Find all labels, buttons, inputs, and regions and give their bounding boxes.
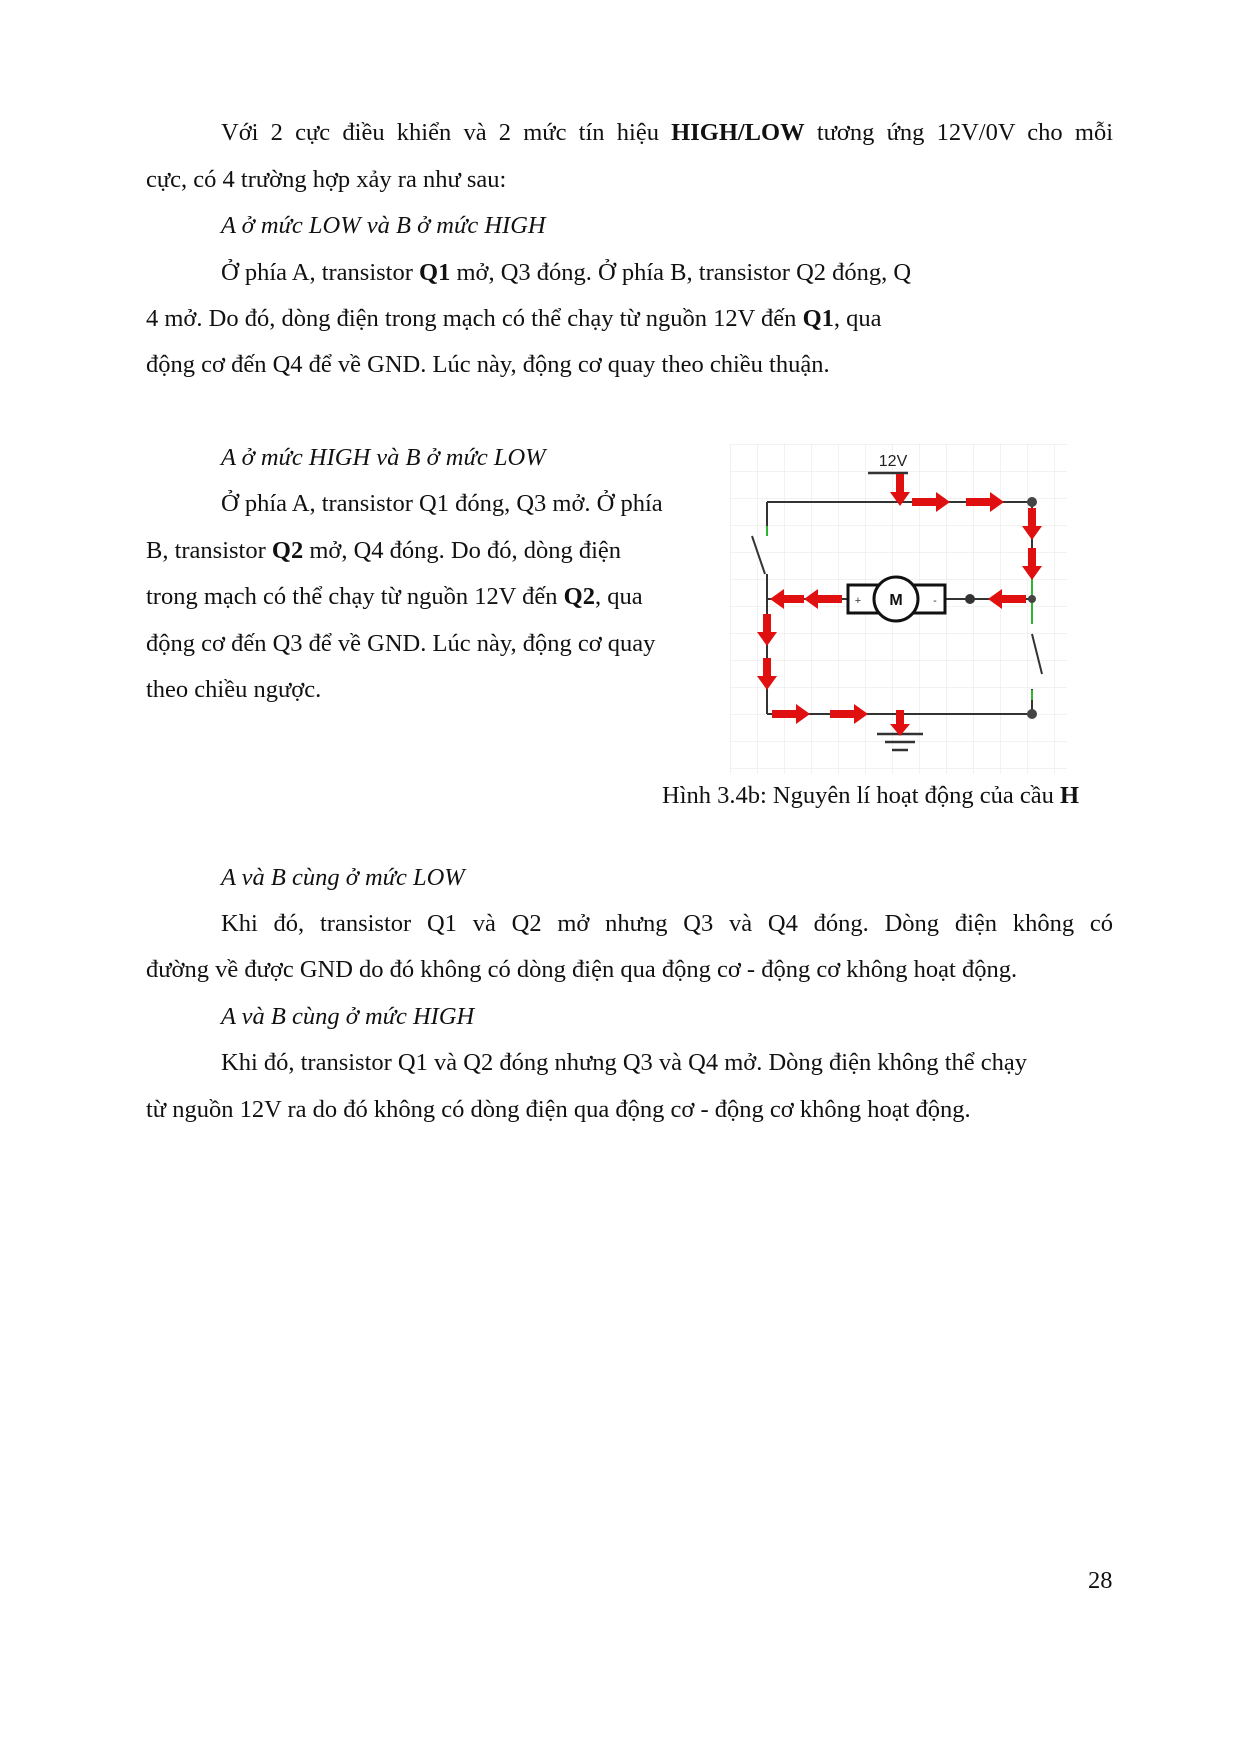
intro-bold-high-low: HIGH/LOW — [671, 119, 805, 146]
figure-caption-text: Hình 3.4b: Nguyên lí hoạt động của cầu — [662, 782, 1061, 809]
case1-line-2 — [146, 304, 882, 334]
intro-line-2: cực, có 4 trường hợp xảy ra như sau: — [146, 166, 507, 193]
motor-plus-label: + — [854, 595, 862, 607]
case1-q1-bold-2: Q1 — [802, 305, 834, 332]
case2-line-2a: B, transistor — [146, 537, 272, 564]
intro-text-a: Với 2 cực điều khiển và 2 mức tín hiệu — [221, 119, 672, 146]
case1-line-2a: 4 mở. Do đó, dòng điện trong mạch có thể chạy từ nguồn 12V đến — [146, 305, 803, 332]
junction-top-right — [1027, 497, 1037, 507]
motor-minus-label: - — [933, 595, 937, 607]
case3-title: A và B cùng ở mức LOW — [221, 864, 465, 891]
case1-title: A ở mức LOW và B ở mức HIGH — [221, 212, 546, 239]
case1-line-2c: , qua — [833, 305, 882, 332]
case2-line-3c: , qua — [594, 583, 643, 610]
motor-label: M — [889, 592, 903, 609]
case4-line-1: Khi đó, transistor Q1 và Q2 đóng nhưng Q3 và Q4 mở. Dòng điện không thể chạy — [221, 1049, 1028, 1076]
case2-line-3a: trong mạch có thể chạy từ nguồn 12V đến — [146, 583, 564, 610]
junction-bottom-right — [1027, 709, 1037, 719]
case2-q2-bold: Q2 — [271, 537, 304, 564]
junction-right-mid — [1028, 595, 1036, 603]
case2-line-1: Ở phía A, transistor Q1 đóng, Q3 mở. Ở phía — [221, 490, 663, 517]
case1-line-1c: mở, Q3 đóng. Ở phía B, transistor Q2 đóng, Q — [450, 259, 912, 286]
case3-line-1: Khi đó, transistor Q1 và Q2 mở nhưng Q3 và Q4 đóng. Dòng điện không có — [221, 910, 1113, 937]
h-bridge-circuit-diagram — [730, 444, 1067, 774]
case2-line-2c: mở, Q4 đóng. Do đó, dòng điện — [303, 537, 622, 564]
supply-label: 12V — [878, 453, 908, 470]
case2-title: A ở mức HIGH và B ở mức LOW — [221, 444, 546, 471]
page-number: 28 — [1088, 1567, 1113, 1594]
case1-line-1a: Ở phía A, transistor — [221, 259, 420, 286]
figure-caption — [662, 782, 1079, 810]
intro-text-b: tương ứng 12V/0V cho mỗi — [804, 119, 1113, 146]
motor-terminal-dot — [965, 594, 975, 604]
case2-line-5: theo chiều ngược. — [146, 676, 322, 703]
case2-q2-bold-2: Q2 — [563, 583, 595, 610]
case4-line-2: từ nguồn 12V ra do đó không có dòng điện qua động cơ - động cơ không hoạt động. — [146, 1096, 971, 1123]
figure-caption-bold: H — [1060, 782, 1080, 809]
case1-line-3: động cơ đến Q4 để về GND. Lúc này, động cơ quay theo chiều thuận. — [146, 351, 830, 378]
case2-line-3 — [146, 582, 643, 612]
case2-line-4: động cơ đến Q3 để về GND. Lúc này, động cơ quay — [146, 630, 656, 657]
case1-line-1 — [221, 258, 911, 288]
case3-line-2: đường về được GND do đó không có dòng điện qua động cơ - động cơ không hoạt động. — [146, 956, 1018, 983]
case1-q1-bold: Q1 — [419, 259, 451, 286]
case2-line-2 — [146, 536, 621, 566]
intro-line-1 — [221, 118, 1113, 148]
case4-title: A và B cùng ở mức HIGH — [221, 1003, 475, 1030]
